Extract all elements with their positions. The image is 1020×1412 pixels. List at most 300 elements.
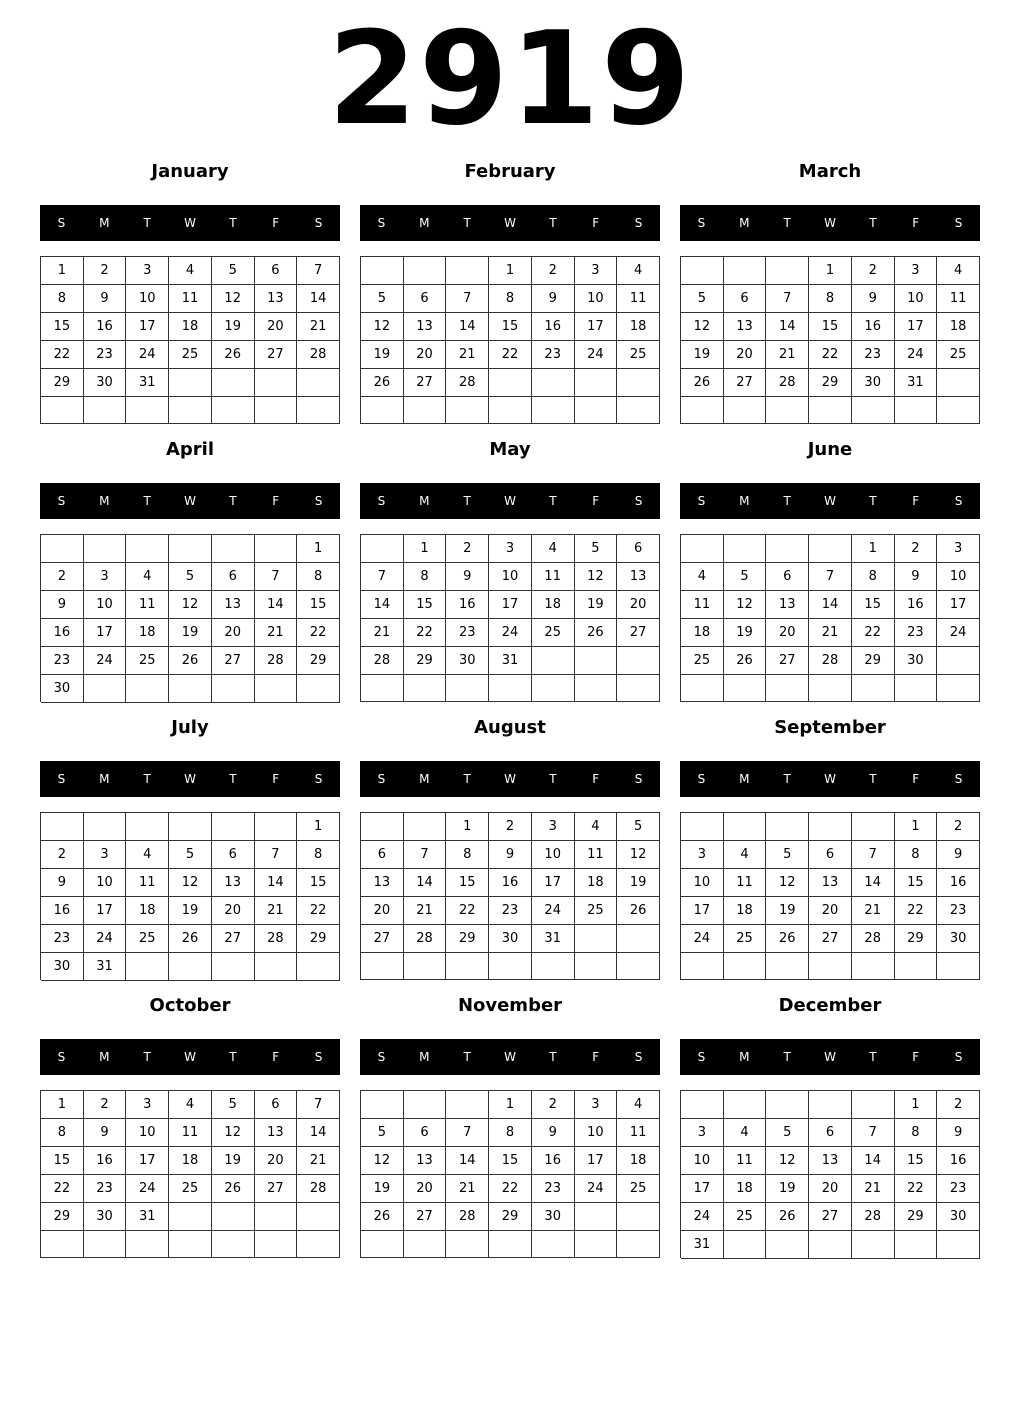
day-cell: 1 xyxy=(895,813,938,841)
empty-day-cell xyxy=(169,397,212,424)
day-cell: 1 xyxy=(297,813,340,841)
day-cell: 15 xyxy=(41,1147,84,1175)
empty-day-cell xyxy=(852,675,895,702)
day-cell: 19 xyxy=(681,341,724,369)
day-cell: 3 xyxy=(575,257,618,285)
empty-day-cell xyxy=(169,675,212,703)
day-cell: 18 xyxy=(126,619,169,647)
empty-day-cell xyxy=(766,953,809,980)
month-name: April xyxy=(165,439,215,460)
month-name: May xyxy=(489,439,531,460)
day-cell: 27 xyxy=(361,925,404,953)
day-cell: 18 xyxy=(169,1147,212,1175)
day-cell: 6 xyxy=(404,1119,447,1147)
day-cell: 28 xyxy=(809,647,852,675)
day-cell: 16 xyxy=(41,619,84,647)
day-cell: 7 xyxy=(297,1091,340,1119)
empty-day-cell xyxy=(766,257,809,285)
day-cell: 18 xyxy=(617,313,660,341)
weekday-label: T xyxy=(463,494,471,508)
empty-day-cell xyxy=(255,397,298,424)
day-cell: 25 xyxy=(617,341,660,369)
empty-day-cell xyxy=(575,369,618,397)
weekday-label: M xyxy=(99,216,110,230)
day-cell: 18 xyxy=(126,897,169,925)
weekday-label: S xyxy=(377,216,386,230)
month-name: January xyxy=(151,161,229,182)
weekday-label: W xyxy=(824,216,836,230)
day-cell: 29 xyxy=(895,1203,938,1231)
day-cell: 12 xyxy=(361,313,404,341)
month-name: November xyxy=(457,995,563,1016)
days-grid xyxy=(40,256,340,424)
day-cell: 1 xyxy=(809,257,852,285)
day-cell: 29 xyxy=(895,925,938,953)
day-cell: 22 xyxy=(489,341,532,369)
day-cell: 11 xyxy=(681,591,724,619)
day-cell: 28 xyxy=(255,925,298,953)
day-cell: 21 xyxy=(255,619,298,647)
day-cell: 14 xyxy=(297,285,340,313)
day-cell: 24 xyxy=(895,341,938,369)
empty-day-cell xyxy=(361,675,404,702)
empty-day-cell xyxy=(575,1203,618,1231)
day-cell: 23 xyxy=(41,647,84,675)
day-cell: 31 xyxy=(532,925,575,953)
empty-day-cell xyxy=(809,535,852,563)
day-cell: 22 xyxy=(852,619,895,647)
day-cell: 8 xyxy=(404,563,447,591)
empty-day-cell xyxy=(126,1231,169,1258)
weekday-label: S xyxy=(377,1050,386,1064)
day-cell: 23 xyxy=(937,1175,980,1203)
day-cell: 27 xyxy=(212,925,255,953)
day-cell: 6 xyxy=(212,563,255,591)
empty-day-cell xyxy=(575,397,618,424)
days-grid xyxy=(680,534,980,702)
day-cell: 11 xyxy=(126,591,169,619)
weekday-label: W xyxy=(824,1050,836,1064)
day-cell: 10 xyxy=(126,285,169,313)
day-cell: 20 xyxy=(255,313,298,341)
day-cell: 31 xyxy=(895,369,938,397)
day-cell: 8 xyxy=(852,563,895,591)
weekday-label: T xyxy=(229,772,237,786)
weekday-header xyxy=(360,205,660,241)
day-cell: 14 xyxy=(852,1147,895,1175)
empty-day-cell xyxy=(297,1231,340,1258)
day-cell: 13 xyxy=(404,1147,447,1175)
day-cell: 2 xyxy=(532,257,575,285)
day-cell: 17 xyxy=(489,591,532,619)
day-cell: 12 xyxy=(575,563,618,591)
empty-day-cell xyxy=(724,257,767,285)
weekday-label: M xyxy=(739,772,750,786)
day-cell: 20 xyxy=(766,619,809,647)
weekday-label: S xyxy=(634,772,643,786)
day-cell: 13 xyxy=(404,313,447,341)
day-cell: 29 xyxy=(404,647,447,675)
day-cell: 21 xyxy=(446,1175,489,1203)
day-cell: 26 xyxy=(361,1203,404,1231)
day-cell: 31 xyxy=(681,1231,724,1259)
day-cell: 26 xyxy=(617,897,660,925)
weekday-label: F xyxy=(592,1050,600,1064)
weekday-label: S xyxy=(634,494,643,508)
day-cell: 20 xyxy=(724,341,767,369)
weekday-label: S xyxy=(57,216,66,230)
day-cell: 17 xyxy=(681,1175,724,1203)
day-cell: 3 xyxy=(126,257,169,285)
empty-day-cell xyxy=(724,535,767,563)
day-cell: 27 xyxy=(404,1203,447,1231)
day-cell: 28 xyxy=(852,1203,895,1231)
empty-day-cell xyxy=(446,675,489,702)
weekday-label: S xyxy=(954,216,963,230)
day-cell: 7 xyxy=(255,841,298,869)
day-cell: 16 xyxy=(532,1147,575,1175)
empty-day-cell xyxy=(681,397,724,424)
day-cell: 18 xyxy=(937,313,980,341)
day-cell: 29 xyxy=(489,1203,532,1231)
day-cell: 7 xyxy=(766,285,809,313)
day-cell: 13 xyxy=(255,1119,298,1147)
day-cell: 11 xyxy=(617,285,660,313)
day-cell: 14 xyxy=(255,869,298,897)
day-cell: 4 xyxy=(532,535,575,563)
day-cell: 30 xyxy=(937,925,980,953)
day-cell: 25 xyxy=(126,647,169,675)
days-grid xyxy=(360,1090,660,1258)
day-cell: 20 xyxy=(404,1175,447,1203)
empty-day-cell xyxy=(724,1231,767,1259)
days-grid xyxy=(40,812,340,980)
empty-day-cell xyxy=(126,953,169,981)
weekday-label: T xyxy=(549,216,557,230)
empty-day-cell xyxy=(297,953,340,981)
day-cell: 25 xyxy=(575,897,618,925)
day-cell: 24 xyxy=(489,619,532,647)
empty-day-cell xyxy=(404,1091,447,1119)
weekday-label: M xyxy=(739,216,750,230)
empty-day-cell xyxy=(809,953,852,980)
weekday-label: S xyxy=(314,494,323,508)
weekday-label: S xyxy=(634,1050,643,1064)
day-cell: 13 xyxy=(212,869,255,897)
day-cell: 21 xyxy=(297,313,340,341)
day-cell: 23 xyxy=(84,341,127,369)
day-cell: 6 xyxy=(809,1119,852,1147)
empty-day-cell xyxy=(681,675,724,702)
weekday-label: T xyxy=(143,772,151,786)
day-cell: 15 xyxy=(489,313,532,341)
day-cell: 9 xyxy=(895,563,938,591)
empty-day-cell xyxy=(724,1091,767,1119)
empty-day-cell xyxy=(575,675,618,702)
weekday-label: T xyxy=(463,1050,471,1064)
day-cell: 2 xyxy=(489,813,532,841)
empty-day-cell xyxy=(84,397,127,424)
day-cell: 13 xyxy=(617,563,660,591)
day-cell: 15 xyxy=(809,313,852,341)
month-name: December xyxy=(778,995,882,1016)
weekday-label: M xyxy=(419,1050,430,1064)
day-cell: 28 xyxy=(404,925,447,953)
days-grid xyxy=(40,534,340,702)
day-cell: 4 xyxy=(724,841,767,869)
day-cell: 1 xyxy=(41,257,84,285)
day-cell: 18 xyxy=(532,591,575,619)
day-cell: 24 xyxy=(937,619,980,647)
day-cell: 4 xyxy=(681,563,724,591)
day-cell: 8 xyxy=(809,285,852,313)
day-cell: 15 xyxy=(852,591,895,619)
weekday-label: M xyxy=(99,1050,110,1064)
month-name: October xyxy=(149,995,231,1016)
day-cell: 6 xyxy=(724,285,767,313)
day-cell: 19 xyxy=(361,1175,404,1203)
day-cell: 18 xyxy=(724,897,767,925)
day-cell: 9 xyxy=(937,1119,980,1147)
day-cell: 14 xyxy=(404,869,447,897)
day-cell: 12 xyxy=(169,869,212,897)
day-cell: 1 xyxy=(895,1091,938,1119)
weekday-header xyxy=(680,205,980,241)
day-cell: 19 xyxy=(575,591,618,619)
day-cell: 14 xyxy=(852,869,895,897)
weekday-header xyxy=(360,761,660,797)
weekday-label: T xyxy=(229,216,237,230)
day-cell: 16 xyxy=(41,897,84,925)
empty-day-cell xyxy=(724,813,767,841)
day-cell: 22 xyxy=(895,1175,938,1203)
weekday-label: S xyxy=(314,1050,323,1064)
day-cell: 11 xyxy=(724,1147,767,1175)
day-cell: 23 xyxy=(41,925,84,953)
day-cell: 24 xyxy=(681,1203,724,1231)
empty-day-cell xyxy=(361,397,404,424)
empty-day-cell xyxy=(852,1091,895,1119)
empty-day-cell xyxy=(404,953,447,980)
day-cell: 6 xyxy=(404,285,447,313)
weekday-header xyxy=(40,483,340,519)
day-cell: 22 xyxy=(809,341,852,369)
day-cell: 3 xyxy=(937,535,980,563)
weekday-label: W xyxy=(184,494,196,508)
weekday-label: S xyxy=(634,216,643,230)
empty-day-cell xyxy=(766,1091,809,1119)
day-cell: 5 xyxy=(766,841,809,869)
day-cell: 28 xyxy=(255,647,298,675)
empty-day-cell xyxy=(361,1091,404,1119)
empty-day-cell xyxy=(84,675,127,703)
day-cell: 24 xyxy=(84,647,127,675)
empty-day-cell xyxy=(404,675,447,702)
empty-day-cell xyxy=(404,1231,447,1258)
day-cell: 27 xyxy=(724,369,767,397)
day-cell: 15 xyxy=(404,591,447,619)
empty-day-cell xyxy=(255,813,298,841)
weekday-label: T xyxy=(143,216,151,230)
day-cell: 17 xyxy=(84,619,127,647)
month-name: June xyxy=(807,439,853,460)
weekday-label: S xyxy=(697,772,706,786)
day-cell: 2 xyxy=(895,535,938,563)
empty-day-cell xyxy=(255,535,298,563)
empty-day-cell xyxy=(937,953,980,980)
day-cell: 31 xyxy=(126,1203,169,1231)
day-cell: 17 xyxy=(575,1147,618,1175)
day-cell: 20 xyxy=(361,897,404,925)
day-cell: 3 xyxy=(489,535,532,563)
weekday-label: S xyxy=(314,772,323,786)
empty-day-cell xyxy=(446,1091,489,1119)
empty-day-cell xyxy=(297,369,340,397)
days-grid xyxy=(360,812,660,980)
day-cell: 25 xyxy=(724,1203,767,1231)
day-cell: 11 xyxy=(532,563,575,591)
day-cell: 1 xyxy=(404,535,447,563)
day-cell: 12 xyxy=(212,1119,255,1147)
empty-day-cell xyxy=(41,535,84,563)
weekday-label: T xyxy=(869,772,877,786)
weekday-label: T xyxy=(783,772,791,786)
day-cell: 24 xyxy=(532,897,575,925)
empty-day-cell xyxy=(575,925,618,953)
day-cell: 21 xyxy=(297,1147,340,1175)
weekday-header xyxy=(680,761,980,797)
day-cell: 26 xyxy=(575,619,618,647)
day-cell: 25 xyxy=(681,647,724,675)
empty-day-cell xyxy=(212,813,255,841)
day-cell: 25 xyxy=(532,619,575,647)
day-cell: 13 xyxy=(809,1147,852,1175)
weekday-label: T xyxy=(549,772,557,786)
weekday-header xyxy=(40,761,340,797)
day-cell: 14 xyxy=(361,591,404,619)
day-cell: 12 xyxy=(361,1147,404,1175)
day-cell: 2 xyxy=(937,813,980,841)
weekday-label: S xyxy=(314,216,323,230)
day-cell: 28 xyxy=(852,925,895,953)
day-cell: 5 xyxy=(212,1091,255,1119)
day-cell: 21 xyxy=(766,341,809,369)
day-cell: 1 xyxy=(297,535,340,563)
empty-day-cell xyxy=(169,953,212,981)
day-cell: 5 xyxy=(681,285,724,313)
day-cell: 8 xyxy=(895,1119,938,1147)
empty-day-cell xyxy=(255,1231,298,1258)
day-cell: 2 xyxy=(84,1091,127,1119)
day-cell: 25 xyxy=(126,925,169,953)
day-cell: 7 xyxy=(361,563,404,591)
day-cell: 16 xyxy=(895,591,938,619)
day-cell: 13 xyxy=(361,869,404,897)
day-cell: 27 xyxy=(212,647,255,675)
empty-day-cell xyxy=(895,397,938,424)
day-cell: 27 xyxy=(617,619,660,647)
day-cell: 19 xyxy=(212,313,255,341)
day-cell: 29 xyxy=(297,647,340,675)
day-cell: 10 xyxy=(532,841,575,869)
weekday-label: T xyxy=(869,1050,877,1064)
empty-day-cell xyxy=(446,397,489,424)
empty-day-cell xyxy=(575,647,618,675)
day-cell: 5 xyxy=(617,813,660,841)
day-cell: 26 xyxy=(766,925,809,953)
weekday-label: S xyxy=(697,216,706,230)
day-cell: 10 xyxy=(84,869,127,897)
day-cell: 14 xyxy=(766,313,809,341)
day-cell: 23 xyxy=(532,341,575,369)
day-cell: 23 xyxy=(895,619,938,647)
day-cell: 6 xyxy=(617,535,660,563)
day-cell: 10 xyxy=(937,563,980,591)
weekday-header xyxy=(40,205,340,241)
day-cell: 15 xyxy=(489,1147,532,1175)
day-cell: 30 xyxy=(41,953,84,981)
empty-day-cell xyxy=(766,1231,809,1259)
day-cell: 17 xyxy=(937,591,980,619)
day-cell: 4 xyxy=(126,563,169,591)
day-cell: 9 xyxy=(937,841,980,869)
empty-day-cell xyxy=(169,535,212,563)
weekday-label: F xyxy=(272,772,280,786)
day-cell: 16 xyxy=(489,869,532,897)
empty-day-cell xyxy=(852,813,895,841)
day-cell: 17 xyxy=(895,313,938,341)
empty-day-cell xyxy=(255,369,298,397)
weekday-label: W xyxy=(504,494,516,508)
day-cell: 3 xyxy=(126,1091,169,1119)
empty-day-cell xyxy=(361,535,404,563)
empty-day-cell xyxy=(41,397,84,424)
day-cell: 17 xyxy=(84,897,127,925)
weekday-label: F xyxy=(912,1050,920,1064)
day-cell: 7 xyxy=(852,841,895,869)
day-cell: 30 xyxy=(532,1203,575,1231)
day-cell: 10 xyxy=(681,1147,724,1175)
day-cell: 21 xyxy=(361,619,404,647)
day-cell: 10 xyxy=(126,1119,169,1147)
weekday-label: W xyxy=(504,772,516,786)
day-cell: 31 xyxy=(126,369,169,397)
empty-day-cell xyxy=(575,953,618,980)
day-cell: 2 xyxy=(41,841,84,869)
day-cell: 15 xyxy=(895,1147,938,1175)
day-cell: 9 xyxy=(41,869,84,897)
day-cell: 7 xyxy=(852,1119,895,1147)
day-cell: 30 xyxy=(937,1203,980,1231)
day-cell: 6 xyxy=(361,841,404,869)
day-cell: 21 xyxy=(446,341,489,369)
weekday-label: M xyxy=(419,216,430,230)
empty-day-cell xyxy=(169,1231,212,1258)
day-cell: 8 xyxy=(41,1119,84,1147)
month-name: March xyxy=(798,161,862,182)
empty-day-cell xyxy=(766,535,809,563)
day-cell: 11 xyxy=(937,285,980,313)
day-cell: 12 xyxy=(681,313,724,341)
day-cell: 7 xyxy=(297,257,340,285)
day-cell: 29 xyxy=(41,369,84,397)
day-cell: 30 xyxy=(446,647,489,675)
weekday-label: F xyxy=(912,494,920,508)
days-grid xyxy=(680,256,980,424)
day-cell: 27 xyxy=(809,1203,852,1231)
day-cell: 28 xyxy=(446,1203,489,1231)
day-cell: 16 xyxy=(937,1147,980,1175)
